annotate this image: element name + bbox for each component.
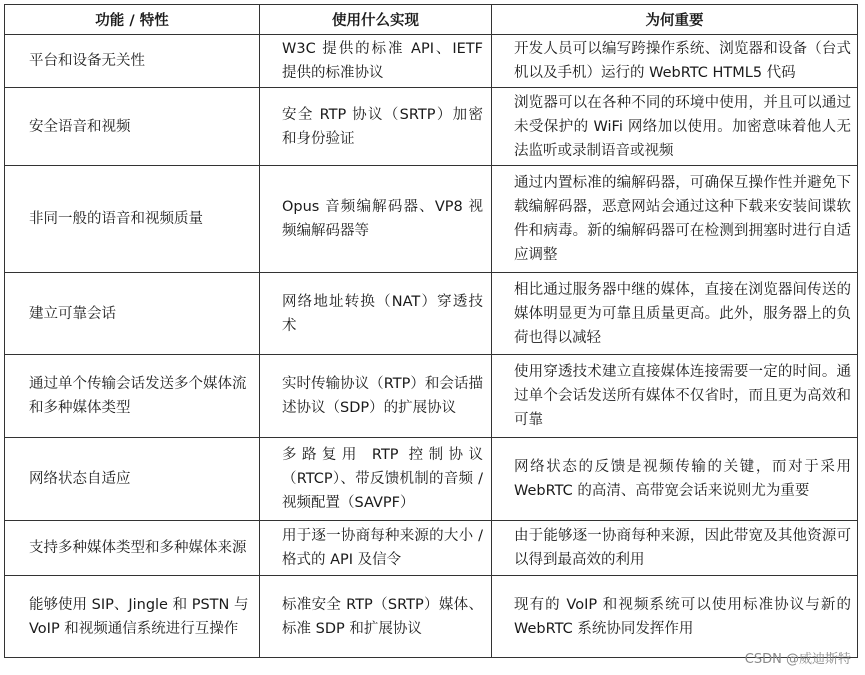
feature-cell: 能够使用 SIP、Jingle 和 PSTN 与 VoIP 和视频通信系统进行互操作 xyxy=(5,576,260,658)
header-feature: 功能 / 特性 xyxy=(5,5,260,35)
header-why: 为何重要 xyxy=(492,5,858,35)
header-row xyxy=(5,5,858,35)
table-row xyxy=(5,35,858,88)
feature-cell: 支持多种媒体类型和多种媒体来源 xyxy=(5,521,260,576)
how-cell: 安全 RTP 协议（SRTP）加密和身份验证 xyxy=(260,88,492,166)
feature-cell: 建立可靠会话 xyxy=(5,273,260,355)
how-cell: 多路复用 RTP 控制协议（RTCP）、带反馈机制的音频 / 视频配置（SAVPF） xyxy=(260,438,492,521)
how-cell: 网络地址转换（NAT）穿透技术 xyxy=(260,273,492,355)
csdn-watermark: CSDN @威迪斯特 xyxy=(744,652,851,667)
why-cell: 浏览器可以在各种不同的环境中使用，并且可以通过未受保护的 WiFi 网络加以使用。加密意味着他人无法监听或录制语音或视频 xyxy=(492,88,858,166)
why-cell: 现有的 VoIP 和视频系统可以使用标准协议与新的 WebRTC 系统协同发挥作用 xyxy=(492,576,858,658)
table-header xyxy=(5,5,858,35)
feature-cell: 安全语音和视频 xyxy=(5,88,260,166)
why-cell: 通过内置标准的编解码器，可确保互操作性并避免下载编解码器，恶意网站会通过这种下载来安装间谍软件和病毒。新的编解码器可在检测到拥塞时进行自适应调整 xyxy=(492,166,858,273)
table-row xyxy=(5,576,858,658)
how-cell: 实时传输协议（RTP）和会话描述协议（SDP）的扩展协议 xyxy=(260,355,492,438)
table-row xyxy=(5,355,858,438)
how-cell: 标准安全 RTP（SRTP）媒体、标准 SDP 和扩展协议 xyxy=(260,576,492,658)
table-row xyxy=(5,88,858,166)
how-cell: 用于逐一协商每种来源的大小 / 格式的 API 及信令 xyxy=(260,521,492,576)
how-cell: Opus 音频编解码器、VP8 视频编解码器等 xyxy=(260,166,492,273)
why-cell: 由于能够逐一协商每种来源，因此带宽及其他资源可以得到最高效的利用 xyxy=(492,521,858,576)
feature-cell: 网络状态自适应 xyxy=(5,438,260,521)
table-row xyxy=(5,438,858,521)
feature-cell: 通过单个传输会话发送多个媒体流和多种媒体类型 xyxy=(5,355,260,438)
why-cell: 开发人员可以编写跨操作系统、浏览器和设备（台式机以及手机）运行的 WebRTC HTML5 代码 xyxy=(492,35,858,88)
webrtc-feature-table xyxy=(4,4,858,658)
feature-cell: 非同一般的语音和视频质量 xyxy=(5,166,260,273)
feature-cell: 平台和设备无关性 xyxy=(5,35,260,88)
why-cell: 网络状态的反馈是视频传输的关键，而对于采用 WebRTC 的高清、高带宽会话来说则尤为重要 xyxy=(492,438,858,521)
header-how: 使用什么实现 xyxy=(260,5,492,35)
table-row xyxy=(5,521,858,576)
table-row xyxy=(5,273,858,355)
how-cell: W3C 提供的标准 API、IETF 提供的标准协议 xyxy=(260,35,492,88)
table-row xyxy=(5,166,858,273)
why-cell: 相比通过服务器中继的媒体，直接在浏览器间传送的媒体明显更为可靠且质量更高。此外，服务器上的负荷也得以减轻 xyxy=(492,273,858,355)
why-cell: 使用穿透技术建立直接媒体连接需要一定的时间。通过单个会话发送所有媒体不仅省时，而且更为高效和可靠 xyxy=(492,355,858,438)
